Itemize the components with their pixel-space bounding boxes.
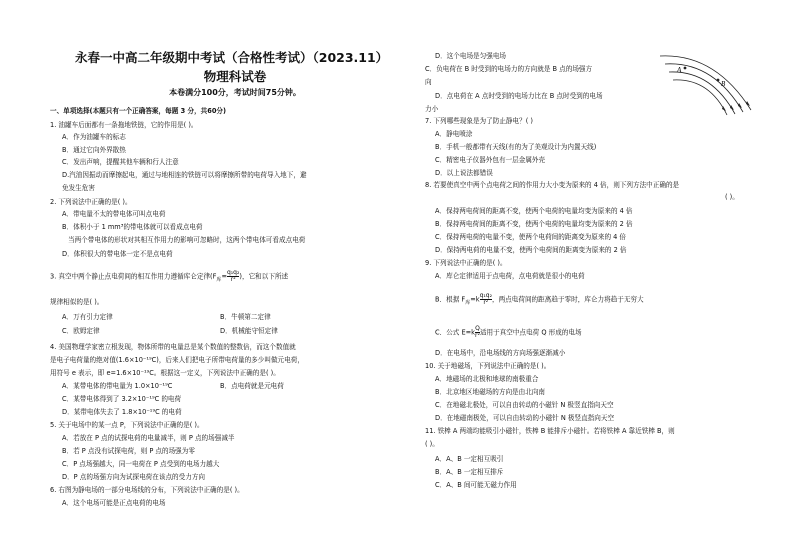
question-line: 1. 油罐车后面都有一条拖地铁链，它的作用是( )。: [50, 121, 198, 129]
q3-option-a: A．万有引力定律: [62, 313, 113, 321]
question-line: D．保持两电荷的电量不变，使两个电荷间的距离变为原来的 2 倍: [435, 246, 627, 254]
question-line: D．点电荷在 A 点时受到的电场力比在 B 点时受到的电场: [435, 92, 603, 100]
question-line: B．体积小于 1 mm³的带电体就可以看成点电荷: [62, 223, 203, 231]
q9c-post: 适用于真空中点电荷 Q 形成的电场: [479, 328, 582, 337]
question-line: A．A、B 一定相互吸引: [435, 455, 504, 463]
question-line: 11. 铁棒 A 两端均能吸引小磁针，铁棒 B 能排斥小磁针。若将铁棒 A 靠近铁棒 B，则: [425, 427, 675, 435]
field-line: [669, 72, 735, 114]
question-line: 2. 下列说法中正确的是( )。: [50, 198, 132, 206]
point-a: [684, 67, 687, 70]
question-line: D．以上说法都错误: [435, 169, 493, 177]
question-line: A．这个电场可能是正点电荷的电场: [62, 499, 166, 507]
q3-line2: 规律相似的是( )。: [50, 298, 104, 306]
question-line: 8. 若要使真空中两个点电荷之间的作用力大小变为原来的 4 倍，则下列方法中正确的是: [425, 181, 680, 189]
question-line: B．通过它向外界散热: [62, 146, 126, 154]
question-line: 4. 美国物理学家密立根发现，物体所带的电量总是某个数值的整数倍，而这个数值就: [50, 343, 296, 351]
question-line: C．在地磁北极处，可以自由转动的小磁针 N 极竖直指向天空: [435, 401, 614, 409]
question-line: 免发生危害: [62, 184, 95, 192]
question-line: 力小: [425, 105, 439, 113]
label-a: A: [677, 66, 682, 74]
question-line: B．手机一般都带有天线(有的为了美观设计为内置天线): [435, 143, 597, 151]
question-line: 一、单项选择(本题只有一个正确答案，每题 3 分，共60分): [50, 107, 227, 115]
exam-note: 本卷满分100分，考试时间75分钟。: [169, 88, 301, 97]
q9c-num: Q: [475, 325, 480, 332]
question-line: 5. 关于电场中的某一点 P，下列说法中正确的是( )。: [50, 421, 204, 429]
q9b-eq: =k: [470, 295, 480, 304]
q3-option-d: D．机械能守恒定律: [220, 327, 278, 335]
q9-option-c: [435, 326, 582, 339]
question-line: D．在电场中，沿电场线的方向场强逐渐减小: [435, 349, 566, 357]
q9c-den: r²: [475, 332, 480, 339]
question-line: B．A、B 一定相互排斥: [435, 468, 504, 476]
question-line: 当两个带电体的形状对其相互作用力的影响可忽略时，这两个带电体可看成点电荷: [68, 236, 306, 244]
question-line: A．保持两电荷间的距离不变，使两个电荷的电量均变为原来的 4 倍: [435, 207, 633, 215]
question-line: C．A、B 间可能无磁力作用: [435, 481, 517, 489]
question-line: B．保持两电荷间的距离不变，使两个电荷的电量均变为原来的 2 倍: [435, 220, 633, 228]
q3-den: r²: [230, 276, 236, 283]
question-line: C．精密电子仪器外包有一层金属外壳: [435, 156, 546, 164]
question-line: ( )。: [425, 440, 439, 448]
q3-fraction: [227, 270, 239, 283]
point-b: [717, 79, 720, 82]
q9b-post: ，两点电荷间的距离趋于零时，库仑力将趋于无穷大: [492, 295, 644, 304]
q9b-fraction: [480, 293, 492, 306]
question-line: 用符号 e 表示，即 e=1.6×10⁻¹⁹C。根据这一定义，下列说法中正确的是( )。: [50, 369, 280, 377]
question-line: C．某带电体得到了 3.2×10⁻¹⁹C 的电荷: [62, 395, 182, 403]
question-line: B．北京地区地磁场的方向是由北向南: [435, 388, 546, 396]
q3-post: )，它和以下所述: [239, 272, 289, 281]
question-line: D．某带电体失去了 1.8×10⁻¹⁹C 的电荷: [62, 408, 182, 416]
field-line: [673, 80, 727, 115]
q3-num: q₁q₂: [226, 269, 240, 276]
exam-subject: 物理科试卷: [203, 69, 267, 84]
question-line: D．这个电场是匀强电场: [435, 52, 507, 60]
q9b-num: q₁q₂: [479, 292, 492, 299]
question-line: C．负电荷在 B 时受到的电场力的方向就是 B 点的场强方: [425, 65, 593, 73]
q3-option-c: C．欧姆定律: [62, 327, 100, 335]
q3-text: 3. 真空中两个静止点电荷间的相互作用力遵循库仑定律(F: [50, 272, 217, 281]
q9-option-b: [435, 293, 644, 308]
question-line: A．若放在 P 点的试探电荷的电量减半，则 P 点的场强减半: [62, 434, 235, 442]
question-line: A．作为油罐车的标志: [62, 133, 126, 141]
q3-stem: [50, 270, 288, 285]
question-line: A．库仑定律适用于点电荷，点电荷就是很小的电荷: [435, 272, 585, 280]
question-line: 7. 下列哪些现象是为了防止静电？( ): [425, 117, 533, 125]
question-line: A．某带电体的带电量为 1.0×10⁻¹⁹C: [62, 382, 173, 390]
question-line: A．带电量不太的带电体可叫点电荷: [62, 210, 166, 218]
q3-sub: 库: [216, 276, 222, 283]
question-line: B．若 P 点没有试探电荷，则 P 点的场强为零: [62, 447, 195, 455]
question-line: C．P 点场强越大，同一电荷在 P 点受到的电场力越大: [62, 460, 220, 468]
question-line: A．静电喷涂: [435, 130, 473, 138]
q9b-den: r²: [483, 299, 489, 306]
question-line: D.汽油因振动而摩擦起电，通过与地相连的铁链可以将摩擦所带的电荷导入地下，避: [62, 171, 307, 179]
question-line: C．保持两电荷的电量不变，使两个电荷间的距离变为原来的 4 倍: [435, 233, 627, 241]
question-line: 6. 右图为静电场的一部分电场线的分布，下列说法中正确的是( )。: [50, 486, 244, 494]
question-line: A．地磁场的北极和地球的南极重合: [435, 375, 539, 383]
label-b: B: [721, 80, 726, 88]
q9b-text: B．根据 F: [435, 295, 466, 304]
question-line: ( )。: [725, 193, 739, 201]
exam-title: 永春一中高二年级期中考试（合格性考试）（2023.11）: [75, 50, 389, 65]
question-line: 是电子电荷量的绝对值(1.6×10⁻¹⁹C)，后来人们把电子所带电荷量的多少叫做元电荷，: [50, 356, 304, 364]
question-line: 向: [425, 78, 432, 86]
question-line: D．P 点的场强方向为试探电荷在该点的受力方向: [62, 473, 206, 481]
q3-eq: =: [221, 272, 227, 281]
q3-option-b: B．牛顿第二定律: [220, 313, 271, 321]
question-line: C．发出声响，提醒其他车辆和行人注意: [62, 158, 179, 166]
question-line: 9. 下列说法中正确的是( )。: [425, 259, 507, 267]
electric-field-figure: [655, 48, 760, 116]
question-line: D．体积很大的带电体一定不是点电荷: [62, 250, 173, 258]
question-line: 10. 关于地磁场，下列说法中正确的是( )。: [425, 362, 551, 370]
question-line: B．点电荷就是元电荷: [220, 382, 284, 390]
q9c-text: C．公式 E=k: [435, 328, 475, 337]
question-line: D．在地磁南极处，可以自由转动的小磁针 N 极竖直指向天空: [435, 414, 615, 422]
q9b-sub: 库: [465, 299, 471, 306]
